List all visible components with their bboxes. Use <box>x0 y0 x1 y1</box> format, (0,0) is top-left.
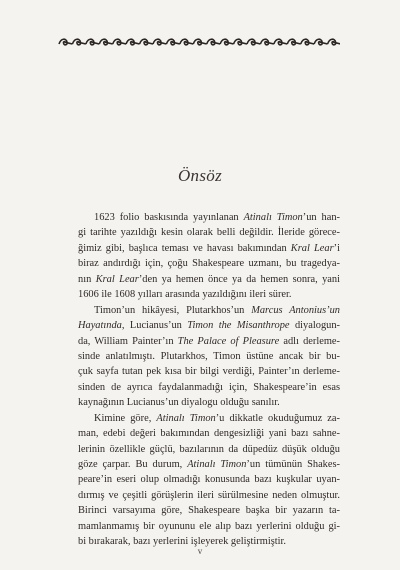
ornament-wave <box>301 39 314 45</box>
italic-title: Atinalı Timon <box>156 412 216 424</box>
ornament-wave <box>260 39 273 45</box>
text-run: ğimiz gibi, başlıca teması ve havası bakımından <box>78 242 291 254</box>
italic-title: Kral Lear <box>95 273 139 285</box>
text-line <box>78 318 340 333</box>
text-run: biraz andırdığı için, çoğu Shakespeare uzmanı, bu tragedya- <box>78 258 340 270</box>
italic-title: Atinalı Timon <box>243 212 303 223</box>
text-run: Kimine göre, <box>94 412 157 424</box>
ornament-wave <box>86 39 99 45</box>
text-run: sinde anlatılmıştı. Plutarkhos, Timon üstüne ancak bir bu- <box>78 350 340 362</box>
text-line <box>78 426 340 441</box>
text-run: gi tarihte yazıldığı kesin olarak belli değildir. İleride görece- <box>78 227 340 239</box>
ornament-wave <box>328 39 340 45</box>
text-run: da, William Painter’ın <box>78 335 178 347</box>
page-title: Önsöz <box>177 166 222 185</box>
text-run: ’un tümünün Shakes- <box>246 459 340 470</box>
text-run: ’u dikkatle okuduğumuz za- <box>215 412 340 424</box>
text-run: mamlanmamış bir oyununu ele alıp bazı yerlerini olduğu gi- <box>78 520 340 532</box>
ornament-wave <box>247 39 260 45</box>
text-line <box>78 349 340 364</box>
text-run: diyalogun- <box>289 320 340 332</box>
text-run: kaynağının Lucianus’un diyalogu olduğu sanılır. <box>78 397 280 409</box>
text-run: man, edebi değeri bakımından dengesizliği yani bazı sahne- <box>78 428 340 440</box>
ornament-wave <box>59 39 72 45</box>
text-line <box>78 364 340 379</box>
ornament-wave <box>207 39 220 45</box>
text-line <box>78 472 340 487</box>
text-line <box>78 287 340 302</box>
ornament-wave <box>287 39 300 45</box>
text-run: göze çarpar. Bu durum, <box>78 459 188 470</box>
text-run: ’i <box>333 242 340 254</box>
text-line <box>78 241 340 256</box>
text-line <box>78 519 340 534</box>
text-run: peare’in eseri olup olmadığı konusunda bazı kuşkular uyan- <box>78 474 340 486</box>
ornament-wave <box>234 39 247 45</box>
text-run: nın <box>78 273 96 285</box>
text-line <box>78 457 340 472</box>
ornament-wave <box>140 39 153 45</box>
italic-title: The Palace of Pleasure <box>177 335 280 347</box>
ornament-wave <box>220 39 233 45</box>
text-run: ’un han- <box>302 212 340 223</box>
page-number: v <box>197 546 203 556</box>
ornament-wave <box>274 39 287 45</box>
ornament-wave <box>314 39 327 45</box>
text-run: 1623 folio baskısında yayınlanan <box>94 212 244 223</box>
ornament-wave <box>193 39 206 45</box>
ornament-wave <box>153 39 166 45</box>
ornament-wave <box>99 39 112 45</box>
text-run: lerinin özellikle güçlü, bazılarının da düpedüz düşük olduğu <box>78 443 340 455</box>
italic-title: Marcus Antonius’un <box>251 304 340 316</box>
text-line <box>78 256 340 271</box>
text-line <box>78 503 340 518</box>
text-line <box>78 442 340 457</box>
text-line <box>78 272 340 287</box>
text-line <box>78 395 340 410</box>
text-run: adlı derleme- <box>279 335 340 347</box>
text-run: çuk sayfa tutan pek kısa bir bilgi verdiği, Painter’ın derleme- <box>78 366 340 378</box>
text-line <box>78 210 340 225</box>
text-line <box>78 488 340 503</box>
italic-title: Hayatında <box>78 320 122 332</box>
text-line <box>78 334 340 349</box>
italic-title: Kral Lear <box>290 242 334 254</box>
ornament-wave <box>166 39 179 45</box>
text-run: , Lucianus’un <box>121 320 188 332</box>
body-text <box>78 210 340 550</box>
ornament-wave <box>72 39 85 45</box>
text-line <box>78 303 340 318</box>
text-line <box>78 225 340 240</box>
text-run: ’den ya hemen önce ya da hemen sonra, yani <box>138 273 340 285</box>
text-line <box>78 411 340 426</box>
text-run: 1606 ile 1608 yılları arasında yazıldığını ileri sürer. <box>78 289 292 301</box>
ornament-wave <box>113 39 126 45</box>
text-run: Birinci varsayıma göre, Shakespeare başka bir yazarın ta- <box>78 505 340 517</box>
ornament-wave <box>126 39 139 45</box>
text-run: bi bırakarak, bazı yerlerini işleyerek geliştirmiştir. <box>78 536 287 548</box>
text-run: dırmış ve çeşitli görüşlerin ileri sürülmesine neden olmuştur. <box>78 489 340 501</box>
text-run: Timon’un hikâyesi, Plutarkhos’un <box>94 304 252 316</box>
scroll-wave-ornament-icon <box>58 37 340 47</box>
italic-title: Timon the Misanthrope <box>187 320 290 332</box>
text-run: sinden de ayrıca faydalanmadığı için, Shakespeare’in esas <box>78 381 340 393</box>
ornament-wave <box>180 39 193 45</box>
italic-title: Atinalı Timon <box>187 459 247 470</box>
text-line <box>78 380 340 395</box>
